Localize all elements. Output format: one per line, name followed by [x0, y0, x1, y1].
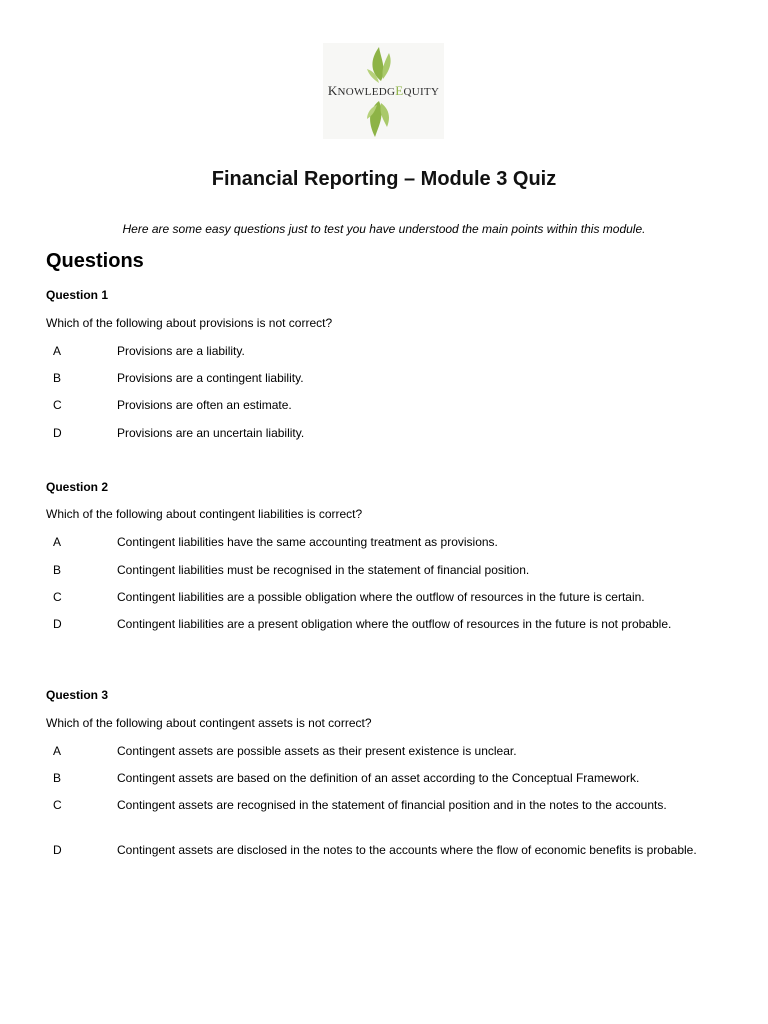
option-text: Provisions are often an estimate. [117, 398, 292, 412]
question-2-option-d[interactable] [53, 615, 713, 633]
question-3-option-c[interactable] [53, 796, 713, 814]
question-2-option-b[interactable] [53, 561, 713, 579]
section-heading: Questions [46, 250, 144, 272]
question-1-option-a[interactable] [53, 342, 713, 360]
question-1-label: Question 1 [46, 288, 109, 302]
option-text: Contingent liabilities are a possible obligation where the outflow of resources in the future is certain. [117, 590, 645, 604]
question-3-text: Which of the following about contingent assets is not correct? [46, 716, 372, 730]
option-text: Contingent liabilities must be recognised in the statement of financial position. [117, 563, 530, 577]
question-1-option-d[interactable] [53, 424, 713, 442]
question-3-option-d[interactable] [53, 841, 713, 859]
question-1-option-b[interactable] [53, 369, 713, 387]
option-letter: C [53, 590, 62, 604]
option-text: Contingent assets are recognised in the statement of financial position and in the notes to the accounts. [117, 798, 667, 812]
logo-wordmark: KNOWLEDGEQUITY [327, 83, 440, 98]
option-letter: B [53, 563, 62, 577]
option-text: Provisions are a liability. [117, 344, 245, 358]
option-text: Contingent liabilities have the same accounting treatment as provisions. [117, 535, 498, 549]
option-letter: A [53, 344, 62, 358]
option-letter: D [53, 617, 62, 631]
option-letter: A [53, 744, 62, 758]
option-text: Contingent liabilities are a present obligation where the outflow of resources in the future is not probable. [117, 617, 672, 631]
option-letter: D [53, 843, 62, 857]
question-3-label: Question 3 [46, 688, 109, 702]
question-1-text: Which of the following about provisions is not correct? [46, 316, 333, 330]
option-letter: D [53, 426, 62, 440]
option-text: Provisions are a contingent liability. [117, 371, 304, 385]
question-2-label: Question 2 [46, 480, 109, 494]
option-letter: C [53, 398, 62, 412]
question-2-option-a[interactable] [53, 533, 713, 551]
option-letter: B [53, 371, 62, 385]
document-title: Financial Reporting – Module 3 Quiz [211, 168, 557, 190]
question-1-option-c[interactable] [53, 396, 713, 414]
option-text: Provisions are an uncertain liability. [117, 426, 305, 440]
intro-text: Here are some easy questions just to test you have understood the main points within this module. [122, 222, 646, 236]
option-letter: A [53, 535, 62, 549]
question-3-option-b[interactable] [53, 769, 713, 787]
option-letter: B [53, 771, 62, 785]
option-text: Contingent assets are disclosed in the notes to the accounts where the flow of economic benefits is probable. [117, 843, 697, 857]
option-text: Contingent assets are based on the definition of an asset according to the Conceptual Framework. [117, 771, 640, 785]
option-letter: C [53, 798, 62, 812]
question-2-option-c[interactable] [53, 588, 713, 606]
option-text: Contingent assets are possible assets as their present existence is unclear. [117, 744, 517, 758]
question-3-option-a[interactable] [53, 742, 713, 760]
knowledgequity-logo [323, 43, 444, 139]
question-2-text: Which of the following about contingent liabilities is correct? [46, 507, 363, 521]
